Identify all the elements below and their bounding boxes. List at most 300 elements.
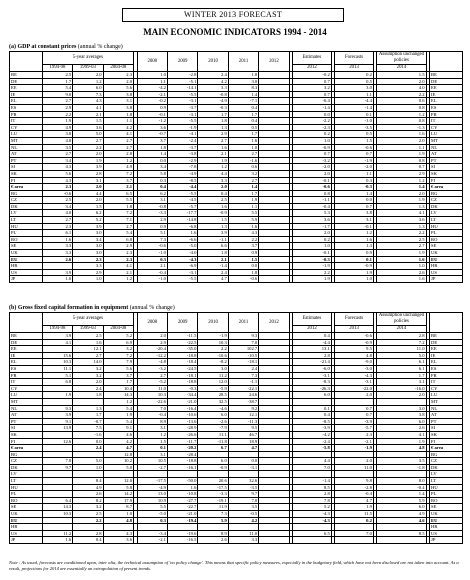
- value-cell: -24.5: [167, 365, 197, 372]
- value-cell: -28.4: [167, 451, 197, 458]
- row-code-right: LV: [430, 210, 463, 217]
- row-code-right: EE: [430, 346, 463, 353]
- value-cell-estimate: -0.1: [293, 177, 332, 184]
- value-cell: 7.3: [137, 236, 167, 243]
- value-cell: 10.5: [137, 458, 167, 465]
- row-code: LT: [10, 217, 43, 224]
- table-row: [10, 72, 463, 79]
- value-cell-forecast: 1.9: [335, 504, 374, 511]
- value-cell: -1.1: [198, 236, 228, 243]
- value-cell: 2.1: [198, 151, 228, 158]
- value-cell: 0.4: [228, 104, 258, 111]
- value-cell-2012-hist: [259, 445, 289, 452]
- value-cell: -22.1: [228, 385, 258, 392]
- value-cell: 10.3: [198, 339, 228, 346]
- value-cell: -5.2: [137, 379, 167, 386]
- value-cell: 4.4: [198, 170, 228, 177]
- value-cell: 1.8: [228, 269, 258, 276]
- row-code-right: US: [430, 530, 463, 537]
- table-row: [10, 379, 463, 386]
- table-row: [10, 236, 463, 243]
- value-cell: 1.8: [228, 72, 258, 79]
- row-code: € area: [10, 445, 43, 452]
- value-cell-assumption: 5.0: [377, 352, 426, 359]
- value-cell: 3.1: [137, 197, 167, 204]
- value-cell: 3.4: [42, 203, 72, 210]
- value-cell: -0.3: [198, 104, 228, 111]
- value-cell: 3.0: [198, 365, 228, 372]
- value-cell-estimate: -1.4: [293, 478, 332, 485]
- value-cell: 15.6: [42, 352, 72, 359]
- value-cell-estimate: -6.4: [293, 98, 332, 105]
- value-cell: -16.1: [167, 464, 197, 471]
- value-cell: 32.5: [198, 398, 228, 405]
- value-cell: 2.0: [73, 184, 103, 191]
- value-cell-assumption: 4.0: [377, 85, 426, 92]
- value-cell: -5.5: [167, 190, 197, 197]
- row-code-right: SK: [430, 170, 463, 177]
- value-cell-2012-hist: [259, 458, 289, 465]
- row-code-right: LU: [430, 392, 463, 399]
- value-cell: 1.0: [228, 144, 258, 151]
- value-cell: -2.8: [167, 72, 197, 79]
- value-cell: 1.8: [198, 250, 228, 257]
- value-cell-forecast: 3.1: [335, 217, 374, 224]
- value-cell-forecast: 3.0: [335, 85, 374, 92]
- value-cell: 7.2: [103, 352, 133, 359]
- value-cell: -7.9: [198, 425, 228, 432]
- value-cell: -38.7: [228, 398, 258, 405]
- row-code: LU: [10, 131, 43, 138]
- value-cell: 20.6: [198, 478, 228, 485]
- value-cell: 2.2: [42, 111, 72, 118]
- row-code: JP: [10, 276, 43, 283]
- value-cell: 5.6: [103, 85, 133, 92]
- value-cell-estimate: 1.0: [293, 137, 332, 144]
- value-cell: 4.3: [103, 530, 133, 537]
- value-cell-forecast: 9.5: [335, 346, 374, 353]
- value-cell: 3.2: [73, 372, 103, 379]
- value-cell: 2.2: [228, 236, 258, 243]
- value-cell: -1.9: [167, 124, 197, 131]
- value-cell-estimate: -21.4: [293, 359, 332, 366]
- value-cell: 11.1: [198, 431, 228, 438]
- value-cell-estimate: 8.5: [293, 484, 332, 491]
- value-cell: -26.6: [167, 431, 197, 438]
- row-code-right: BE: [430, 72, 463, 79]
- row-code-right: NL: [430, 144, 463, 151]
- value-cell: 2.9: [137, 339, 167, 346]
- value-cell-estimate: -3.9: [293, 425, 332, 432]
- row-code-right: SK: [430, 431, 463, 438]
- value-cell: -2.4: [167, 137, 197, 144]
- value-cell-forecast: 2.3: [335, 431, 374, 438]
- value-cell: 5.5: [228, 210, 258, 217]
- row-code: CZ: [10, 458, 43, 465]
- value-cell-assumption: 2.8: [377, 333, 426, 340]
- value-cell: 2.7: [73, 352, 103, 359]
- value-cell-assumption: 6.1: [377, 359, 426, 366]
- value-cell-assumption: 0.8: [377, 104, 426, 111]
- value-cell: 2.7: [103, 144, 133, 151]
- value-cell: 0.4: [137, 184, 167, 191]
- header-estimates: Estimates: [293, 313, 332, 326]
- value-cell-assumption: 1.4: [377, 491, 426, 498]
- value-cell: 2.3: [73, 256, 103, 263]
- value-cell: -5.9: [198, 385, 228, 392]
- value-cell: 1.3: [73, 405, 103, 412]
- value-cell: 3.0: [73, 243, 103, 250]
- value-cell: 18.9: [228, 438, 258, 445]
- header-year-1: 2009: [167, 313, 197, 333]
- value-cell-2012-hist: [259, 230, 289, 237]
- header-assumption-year: 2014: [377, 65, 426, 72]
- value-cell-assumption: 3.0: [377, 405, 426, 412]
- value-cell: -1.1: [228, 379, 258, 386]
- value-cell: 2.7: [73, 137, 103, 144]
- value-cell: -18.1: [167, 372, 197, 379]
- value-cell: 6.4: [42, 497, 72, 504]
- table-row: [10, 385, 463, 392]
- value-cell-2012-hist: [259, 269, 289, 276]
- value-cell: 28.5: [198, 392, 228, 399]
- value-cell: 1.7: [103, 379, 133, 386]
- value-cell: -3.7: [167, 144, 197, 151]
- value-cell: -3.7: [167, 104, 197, 111]
- value-cell: 0.0: [228, 458, 258, 465]
- value-cell: [42, 445, 72, 452]
- value-cell: -35.0: [167, 346, 197, 353]
- value-cell: 12.1: [228, 412, 258, 419]
- row-code: BG: [10, 451, 43, 458]
- value-cell: 6.6: [198, 243, 228, 250]
- table-row: [10, 405, 463, 412]
- value-cell: 1.5: [73, 118, 103, 125]
- table-row: [10, 346, 463, 353]
- gdp-table: [9, 51, 463, 283]
- value-cell-forecast: -1.9: [335, 445, 374, 452]
- value-cell: 5.6: [42, 170, 72, 177]
- value-cell: -0.3: [167, 385, 197, 392]
- value-cell: 7.3: [228, 372, 258, 379]
- value-cell: 5.9: [198, 517, 228, 524]
- value-cell: 1.6: [73, 339, 103, 346]
- value-cell: 1.9: [42, 118, 72, 125]
- value-cell: 3.7: [103, 177, 133, 184]
- value-cell-estimate: -0.6: [293, 184, 332, 191]
- value-cell: [42, 451, 72, 458]
- value-cell-assumption: 1.7: [377, 372, 426, 379]
- value-cell: -3.8: [167, 151, 197, 158]
- value-cell: 2.7: [42, 98, 72, 105]
- value-cell: 2.9: [137, 217, 167, 224]
- row-code: BE: [10, 333, 43, 340]
- row-code: SE: [10, 243, 43, 250]
- value-cell-assumption: 3.5: [377, 458, 426, 465]
- value-cell: 1.9: [73, 157, 103, 164]
- value-cell: 6.2: [137, 190, 167, 197]
- row-code-right: DK: [430, 203, 463, 210]
- value-cell-estimate: -26.3: [293, 385, 332, 392]
- value-cell-2012-hist: [259, 392, 289, 399]
- value-cell-2012-hist: [259, 464, 289, 471]
- row-code: ES: [10, 104, 43, 111]
- value-cell: -1.0: [137, 276, 167, 283]
- value-cell-2012-hist: [259, 203, 289, 210]
- row-code-right: IE: [430, 91, 463, 98]
- value-cell: [137, 471, 167, 478]
- value-cell-forecast: 4.8: [335, 352, 374, 359]
- value-cell-2012-hist: [259, 263, 289, 270]
- value-cell: 1.0: [73, 464, 103, 471]
- value-cell-2012-hist: [259, 276, 289, 283]
- table-row: [10, 184, 463, 191]
- value-cell-estimate: [293, 398, 332, 405]
- value-cell: 4.3: [42, 177, 72, 184]
- value-cell: 5.1: [42, 372, 72, 379]
- value-cell: 1.2: [103, 157, 133, 164]
- table-row: [10, 398, 463, 405]
- table-row: [10, 118, 463, 125]
- value-cell-2012-hist: [259, 524, 289, 531]
- value-cell-2012-hist: [259, 210, 289, 217]
- value-cell: 1.7: [73, 412, 103, 419]
- value-cell-forecast: 1.1: [335, 91, 374, 98]
- value-cell-2012-hist: [259, 412, 289, 419]
- row-code: LV: [10, 471, 43, 478]
- row-code-right: BG: [430, 451, 463, 458]
- value-cell-forecast: -0.1: [335, 223, 374, 230]
- value-cell-2012-hist: [259, 236, 289, 243]
- value-cell: 4.0: [42, 210, 72, 217]
- value-cell: 1.6: [198, 203, 228, 210]
- table-row: [10, 504, 463, 511]
- value-cell: -1.6: [228, 157, 258, 164]
- value-cell: 11.9: [198, 504, 228, 511]
- table-row: [10, 464, 463, 471]
- value-cell: 3.1: [137, 451, 167, 458]
- value-cell: -11.8: [198, 438, 228, 445]
- value-cell: 2.9: [73, 269, 103, 276]
- row-code-right: EU: [430, 517, 463, 524]
- value-cell: 2.0: [73, 72, 103, 79]
- value-cell: 1.6: [167, 484, 197, 491]
- row-code-right: CZ: [430, 197, 463, 204]
- value-cell: 12.0: [198, 379, 228, 386]
- value-cell: 3.6: [73, 124, 103, 131]
- table-row: [10, 217, 463, 224]
- header-blank-right: [430, 313, 463, 333]
- value-cell: 3.3: [228, 537, 258, 544]
- value-cell: 2.7: [228, 177, 258, 184]
- value-cell-forecast: -0.9: [335, 263, 374, 270]
- value-cell-forecast: -22.0: [335, 385, 374, 392]
- row-code: LU: [10, 392, 43, 399]
- value-cell: 1.0: [103, 511, 133, 518]
- value-cell: -2.1: [137, 91, 167, 98]
- value-cell: 3.9: [198, 230, 228, 237]
- value-cell-forecast: 1.6: [335, 236, 374, 243]
- value-cell: -22.7: [167, 504, 197, 511]
- value-cell-estimate: -1.9: [293, 263, 332, 270]
- table-row: [10, 484, 463, 491]
- value-cell-forecast: 0.0: [335, 197, 374, 204]
- value-cell-estimate: -0.1: [293, 250, 332, 257]
- value-cell-2012-hist: [259, 190, 289, 197]
- header-period-1: 1999-03: [73, 326, 103, 333]
- value-cell-forecast: [335, 398, 374, 405]
- value-cell: 8.9: [198, 530, 228, 537]
- value-cell: 5.4: [103, 405, 133, 412]
- value-cell: [103, 524, 133, 531]
- value-cell-estimate: 2.0: [293, 170, 332, 177]
- table-row: [10, 210, 463, 217]
- row-code-right: MT: [430, 398, 463, 405]
- row-code-right: PL: [430, 230, 463, 237]
- value-cell-estimate: 0.7: [293, 78, 332, 85]
- value-cell: 3.1: [73, 177, 103, 184]
- value-cell: 1.5: [228, 256, 258, 263]
- value-cell-assumption: 1.6: [377, 256, 426, 263]
- value-cell: [42, 471, 72, 478]
- value-cell-estimate: 0.8: [293, 190, 332, 197]
- table-row: [10, 256, 463, 263]
- value-cell-estimate: 13.1: [293, 346, 332, 353]
- value-cell: [73, 451, 103, 458]
- value-cell: -0.9: [198, 210, 228, 217]
- value-cell-assumption: 1.4: [377, 184, 426, 191]
- value-cell: -1.4: [198, 263, 228, 270]
- value-cell-2012-hist: [259, 385, 289, 392]
- value-cell: 2.7: [228, 151, 258, 158]
- value-cell: 6.1: [42, 230, 72, 237]
- table-row: [10, 157, 463, 164]
- value-cell: 2.3: [42, 223, 72, 230]
- value-cell: 2.5: [42, 197, 72, 204]
- value-cell: 2.9: [198, 131, 228, 138]
- value-cell-forecast: -0.6: [335, 144, 374, 151]
- header-assumption: Assumption unchanged policies: [378, 52, 425, 63]
- table-row: [10, 412, 463, 419]
- value-cell: 11.2: [42, 530, 72, 537]
- header-assumption-year: 2014: [377, 326, 426, 333]
- value-cell: 3.3: [198, 177, 228, 184]
- row-code: LT: [10, 478, 43, 485]
- value-cell: 1.8: [137, 144, 167, 151]
- value-cell: -5.5: [167, 91, 197, 98]
- value-cell: -21.0: [167, 398, 197, 405]
- value-cell: 4.7: [198, 276, 228, 283]
- value-cell: 5.0: [103, 464, 133, 471]
- value-cell: 7.0: [228, 497, 258, 504]
- value-cell: 0.9: [137, 104, 167, 111]
- value-cell-2012-hist: [259, 511, 289, 518]
- value-cell-2012-hist: [259, 517, 289, 524]
- value-cell: 2.4: [228, 365, 258, 372]
- value-cell: 2.8: [73, 170, 103, 177]
- value-cell: 8.9: [137, 418, 167, 425]
- table-row: [10, 177, 463, 184]
- row-code-right: FI: [430, 438, 463, 445]
- row-code-right: CY: [430, 385, 463, 392]
- value-cell: 2.9: [103, 243, 133, 250]
- value-cell-2012-hist: [259, 365, 289, 372]
- value-cell: -4.6: [198, 405, 228, 412]
- value-cell: 4.1: [73, 104, 103, 111]
- value-cell-2012-hist: [259, 478, 289, 485]
- row-code-right: CY: [430, 124, 463, 131]
- value-cell: 2.3: [103, 250, 133, 257]
- value-cell: -10.6: [198, 352, 228, 359]
- row-code: JP: [10, 537, 43, 544]
- value-cell: 8.7: [103, 504, 133, 511]
- value-cell-estimate: 6.5: [293, 530, 332, 537]
- table-row: [10, 392, 463, 399]
- value-cell: 3.4: [137, 164, 167, 171]
- row-code-right: PT: [430, 157, 463, 164]
- value-cell: -0.1: [137, 111, 167, 118]
- value-cell-forecast: -3.9: [335, 418, 374, 425]
- value-cell-forecast: -1.9: [335, 157, 374, 164]
- value-cell: 1.2: [137, 431, 167, 438]
- value-cell-forecast: -2.0: [335, 164, 374, 171]
- header-period-1: 1999-03: [73, 65, 103, 72]
- value-cell-forecast: 0.5: [335, 78, 374, 85]
- value-cell: -14.8: [167, 217, 197, 224]
- value-cell-forecast: -2.1: [335, 438, 374, 445]
- value-cell-2012-hist: [259, 451, 289, 458]
- value-cell-estimate: 3.6: [293, 217, 332, 224]
- value-cell: 13.0: [137, 491, 167, 498]
- value-cell-forecast: -0.3: [335, 184, 374, 191]
- value-cell-assumption: 0.8: [377, 157, 426, 164]
- value-cell-forecast: -9.0: [335, 359, 374, 366]
- value-cell: 7.5: [73, 425, 103, 432]
- value-cell: -18.1: [228, 359, 258, 366]
- value-cell: 0.6: [228, 164, 258, 171]
- value-cell-2012-hist: [259, 78, 289, 85]
- value-cell: 4.4: [73, 190, 103, 197]
- value-cell: 3.2: [103, 346, 133, 353]
- value-cell: 1.2: [73, 78, 103, 85]
- value-cell: 4.7: [228, 445, 258, 452]
- value-cell: 9.3: [228, 333, 258, 340]
- value-cell-2012-hist: [259, 177, 289, 184]
- value-cell: 3.2: [228, 170, 258, 177]
- value-cell: -7.1: [228, 98, 258, 105]
- row-code: EE: [10, 346, 43, 353]
- value-cell: -4.2: [137, 85, 167, 92]
- value-cell-forecast: 0.7: [335, 412, 374, 419]
- value-cell-2012-hist: [259, 72, 289, 79]
- table-row: [10, 445, 463, 452]
- value-cell: -4.4: [167, 184, 197, 191]
- table-row: [10, 250, 463, 257]
- row-code: EU: [10, 517, 43, 524]
- row-code: SE: [10, 504, 43, 511]
- value-cell-assumption: [377, 398, 426, 405]
- value-cell-assumption: 2.0: [377, 392, 426, 399]
- section-a-title-text: (a) GDP at constant prices: [9, 44, 77, 50]
- row-code-right: MT: [430, 137, 463, 144]
- header-blank: [10, 313, 43, 333]
- header-year-3: 2011: [228, 313, 258, 333]
- value-cell: -17.5: [137, 478, 167, 485]
- value-cell: 2.0: [73, 151, 103, 158]
- value-cell: 2.4: [73, 385, 103, 392]
- row-code: EE: [10, 85, 43, 92]
- value-cell: 2.5: [73, 333, 103, 340]
